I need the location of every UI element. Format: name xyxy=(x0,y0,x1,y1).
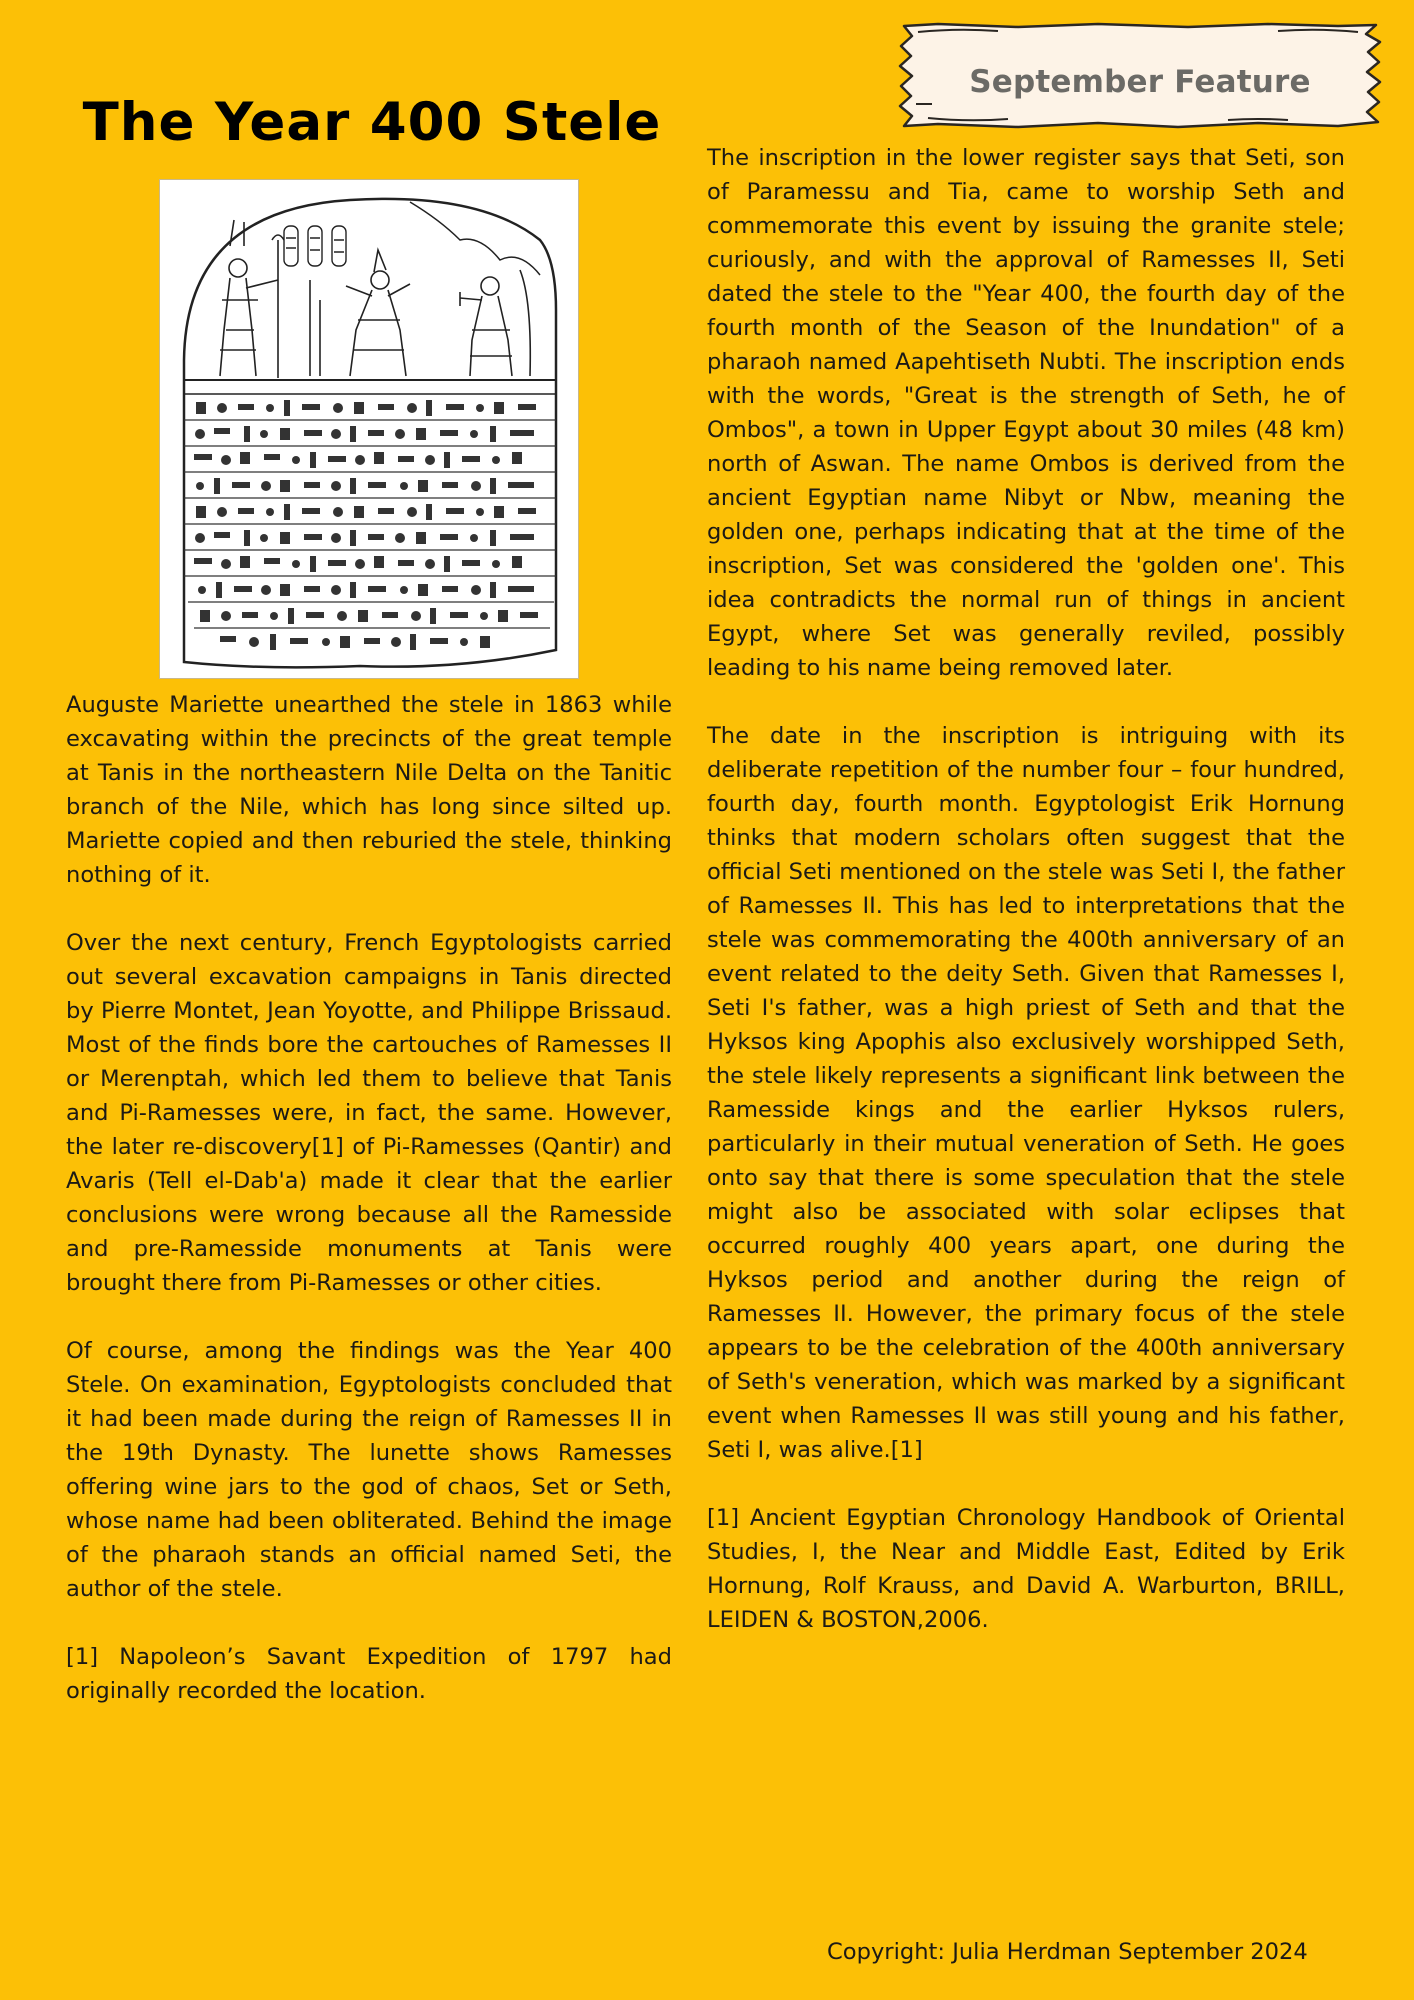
footnote: [1] Ancient Egyptian Chronology Handbook of Oriental Studies, I, the Near and Middle East, Edited by Erik Hornung, Rolf Krauss, and David A. Warburton, BRILL, LEIDEN & BOSTON,2006. xyxy=(707,1505,1345,1633)
copyright: Copyright: Julia Herdman September 2024 xyxy=(827,1939,1308,1965)
paragraph: The date in the inscription is intriguing with its deliberate repetition of the number four – four hundred, fourth day, fourth month. Egyptologist Erik Hornung thinks that modern scholars often suggest that the official Seti mentioned on the stele was Seti I, the father of Ramesses II. This has led to interpretations that the stele was commemorating the 400th anniversary of an event related to the deity Seth. Given that Ramesses I, Seti I's father, was a high priest of Seth and that the Hyksos king Apophis also exclusively worshipped Seth, the stele likely represents a significant link between the Ramesside kings and the earlier Hyksos rulers, particularly in their mutual veneration of Seth. He goes onto say that there is some speculation that the stele might also be associated with solar eclipses that occurred roughly 400 years apart, one during the Hyksos period and another during the reign of Ramesses II. However, the primary focus of the stele appears to be the celebration of the 400th anniversary of Seth's veneration, which was marked by a significant event when Ramesses II was still young and his father, Seti I, was alive.[1] xyxy=(707,723,1345,1463)
paragraph: Of course, among the findings was the Year 400 Stele. On examination, Egyptologists concluded that it had been made during the reign of Ramesses II in the 19th Dynasty. The lunette shows Ramesses offering wine jars to the god of chaos, Set or Seth, whose name had been obliterated. Behind the image of the pharaoh stands an official named Seti, the author of the stele. xyxy=(66,1338,672,1602)
paragraph: Auguste Mariette unearthed the stele in 1863 while excavating within the precincts of the great temple at Tanis in the northeastern Nile Delta on the Tanitic branch of the Nile, which has long since silted up. Mariette copied and then reburied the stele, thinking nothing of it. xyxy=(66,692,672,888)
feature-badge xyxy=(898,22,1382,130)
page-title: The Year 400 Stele xyxy=(82,92,662,153)
footnote: [1] Napoleon’s Savant Expedition of 1797 had originally recorded the location. xyxy=(66,1644,672,1704)
stele-illustration xyxy=(159,179,579,679)
paragraph: Over the next century, French Egyptologists carried out several excavation campaigns in Tanis directed by Pierre Montet, Jean Yoyotte, and Philippe Brissaud. Most of the finds bore the cartouches of Ramesses II or Merenptah, which led them to believe that Tanis and Pi-Ramesses were, in fact, the same. However, the later re-discovery[1] of Pi-Ramesses (Qantir) and Avaris (Tell el-Dab'a) made it clear that the earlier conclusions were wrong because all the Ramesside and pre-Ramesside monuments at Tanis were brought there from Pi-Ramesses or other cities. xyxy=(66,930,672,1296)
paragraph: The inscription in the lower register says that Seti, son of Paramessu and Tia, came to worship Seth and commemorate this event by issuing the granite stele; curiously, and with the approval of Ramesses II, Seti dated the stele to the "Year 400, the fourth day of the fourth month of the Season of the Inundation" of a pharaoh named Aapehtiseth Nubti. The inscription ends with the words, "Great is the strength of Seth, he of Ombos", a town in Upper Egypt about 30 miles (48 km) north of Aswan. The name Ombos is derived from the ancient Egyptian name Nibyt or Nbw, meaning the golden one, perhaps indicating that at the time of the inscription, Set was considered the 'golden one'. This idea contradicts the normal run of things in ancient Egypt, where Set was generally reviled, possibly leading to his name being removed later. xyxy=(707,145,1345,681)
left-column xyxy=(66,688,672,1742)
right-column xyxy=(707,141,1345,1671)
badge-label: September Feature xyxy=(969,64,1311,100)
